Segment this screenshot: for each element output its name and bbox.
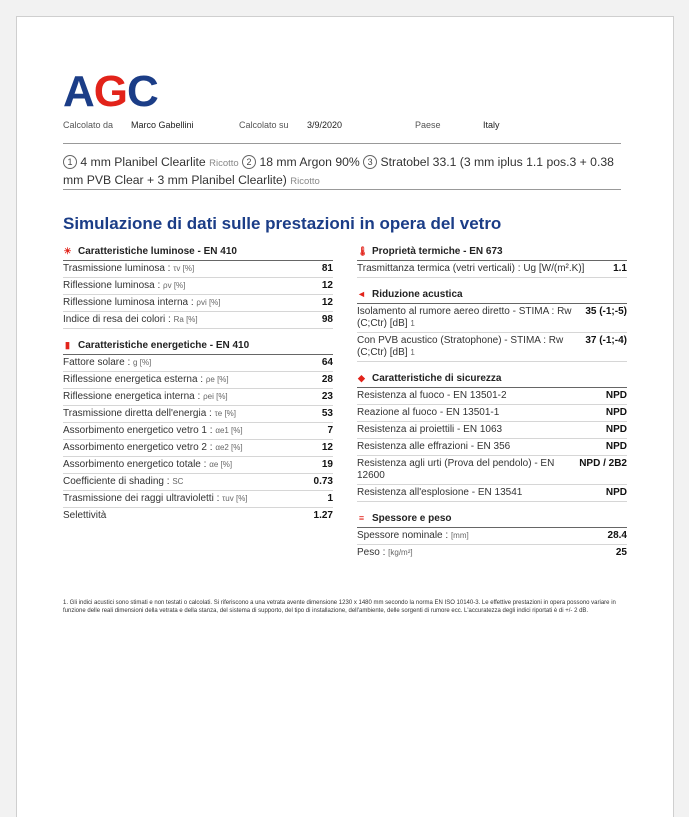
paese-label: Paese [415, 120, 441, 130]
section-title: Riduzione acustica [372, 288, 463, 300]
data-row: Assorbimento energetico totale : αe [%] 19 [63, 457, 333, 474]
report-meta [63, 120, 621, 138]
battery-icon: ▮ [65, 339, 70, 350]
data-value: 23 [321, 391, 333, 402]
sun-icon: ☀ [63, 245, 72, 256]
data-row: Riflessione energetica esterna : ρe [%] 28 [63, 372, 333, 389]
report-page [16, 16, 674, 817]
data-row: Resistenza alle effrazioni - EN 356 NPD [357, 439, 627, 456]
calcolato-su-label: Calcolato su [239, 120, 289, 130]
data-value: 25 [615, 547, 627, 558]
calcolato-da-value: Marco Gabellini [131, 120, 194, 130]
section-header-acustica [357, 286, 627, 304]
calcolato-da-label: Calcolato da [63, 120, 114, 130]
calcolato-su-value: 3/9/2020 [307, 120, 343, 130]
data-value: 12 [321, 280, 333, 291]
section-title: Proprietà termiche - EN 673 [372, 245, 503, 257]
data-row: Riflessione energetica interna : ρei [%] 23 [63, 389, 333, 406]
data-row: Fattore solare : g [%] 64 [63, 355, 333, 372]
layer-number: 3 [363, 155, 377, 169]
layer-note: Ricotto [209, 158, 239, 169]
data-value: 98 [321, 314, 333, 325]
data-row: Resistenza al fuoco - EN 13501-2 NPD [357, 388, 627, 405]
data-row: Indice di resa dei colori : Ra [%] 98 [63, 312, 333, 329]
data-row: Resistenza agli urti (Prova del pendolo) - EN 12600 NPD / 2B2 [357, 456, 627, 485]
data-row: Resistenza all'esplosione - EN 13541 NPD [357, 485, 627, 502]
data-row: Coefficiente di shading : SC 0.73 [63, 474, 333, 491]
data-value: 12 [321, 297, 333, 308]
paese-value: Italy [483, 120, 500, 130]
section-header-luminose [63, 243, 333, 261]
section-header-termiche [357, 243, 627, 261]
left-column [63, 243, 333, 524]
data-value: 19 [321, 459, 333, 470]
section-title: Spessore e peso [372, 512, 452, 524]
data-row: Isolamento al rumore aereo diretto - STIMA : Rw (C;Ctr) [dB] 1 35 (-1;-5) [357, 304, 627, 333]
layers-icon: ≡ [358, 513, 365, 523]
data-row: Trasmissione diretta dell'energia : τe [%] 53 [63, 406, 333, 423]
data-value: 1.27 [313, 510, 333, 521]
data-value: NPD [605, 390, 627, 401]
data-value: 0.73 [313, 476, 333, 487]
data-row: Assorbimento energetico vetro 2 : αe2 [%] 12 [63, 440, 333, 457]
data-value: NPD / 2B2 [579, 458, 627, 469]
data-row: Peso : [kg/m²] 25 [357, 547, 627, 558]
layer-description: 4 mm Planibel Clearlite [80, 155, 206, 169]
data-row: Reazione al fuoco - EN 13501-1 NPD [357, 405, 627, 422]
data-value: 64 [321, 357, 333, 368]
data-row: Resistenza ai proiettili - EN 1063 NPD [357, 422, 627, 439]
section-header-energetiche [63, 337, 333, 355]
data-value: 37 (-1;-4) [585, 335, 627, 346]
data-row: Riflessione luminosa : ρv [%] 12 [63, 278, 333, 295]
data-row: Assorbimento energetico vetro 1 : αe1 [%] 7 [63, 423, 333, 440]
section-header-spessore [357, 510, 627, 528]
section-header-sicurezza [357, 370, 627, 388]
data-value: NPD [605, 487, 627, 498]
data-row: Riflessione luminosa interna : ρvi [%] 12 [63, 295, 333, 312]
data-value: 81 [321, 263, 333, 274]
data-row: Trasmissione luminosa : τv [%] 81 [63, 261, 333, 278]
data-value: NPD [605, 407, 627, 418]
data-value: 28 [321, 374, 333, 385]
data-value: NPD [605, 424, 627, 435]
data-value: 1.1 [613, 263, 627, 274]
layer-number: 2 [242, 155, 256, 169]
section-title: Caratteristiche energetiche - EN 410 [78, 339, 250, 351]
shield-icon: ◆ [358, 372, 365, 383]
layer-description: 18 mm Argon 90% [259, 155, 360, 169]
data-row: Trasmissione dei raggi ultravioletti : τuv [%] 1 [63, 491, 333, 508]
data-value: 35 (-1;-5) [585, 306, 627, 317]
speaker-icon: ◄ [357, 289, 366, 299]
data-value: NPD [605, 441, 627, 452]
page-title: Simulazione di dati sulle prestazioni in opera del vetro [63, 214, 502, 233]
layer-number: 1 [63, 155, 77, 169]
layer-description: Stratobel 33.1 (3 mm iplus 1.1 pos.3 + 0.38 mm PVB Clear + 3 mm Planibel Clearlite) [63, 155, 614, 187]
divider [63, 143, 621, 144]
data-row: Trasmittanza termica (vetri verticali) : Ug [W/(m².K)] 1.1 [357, 261, 627, 278]
right-column [357, 243, 627, 561]
data-value: 53 [321, 408, 333, 419]
divider [63, 189, 621, 190]
section-title: Caratteristiche luminose - EN 410 [78, 245, 237, 257]
data-value: 1 [327, 493, 333, 504]
data-row: Con PVB acustico (Stratophone) - STIMA : Rw (C;Ctr) [dB] 1 37 (-1;-4) [357, 333, 627, 362]
glass-composition [63, 154, 623, 190]
data-value: 28.4 [607, 530, 627, 541]
thermometer-icon: 🌡 [357, 245, 369, 256]
footnote: 1. Gli indici acustici sono stimati e non testati o calcolati. Si riferiscono a una vetrata avente dimensione 1230 x 1480 mm secondo la norma EN ISO 10140-3. Le effettive prestazioni in opera possono variare in funzione delle reali dimensioni della vetrata e della stanza, del sistema di supporto, del tipo di installazione, dell'ambiente, delle sorgenti di rumore ecc. L'accuratezza degli indici riportati è di +/- 2 dB. [63, 600, 616, 614]
data-value: 7 [327, 425, 333, 436]
agc-logo: AGC [63, 67, 158, 116]
data-row: Selettività 1.27 [63, 510, 333, 521]
layer-note: Ricotto [290, 176, 320, 187]
data-value: 12 [321, 442, 333, 453]
data-row: Spessore nominale : [mm] 28.4 [357, 528, 627, 545]
section-title: Caratteristiche di sicurezza [372, 372, 502, 384]
